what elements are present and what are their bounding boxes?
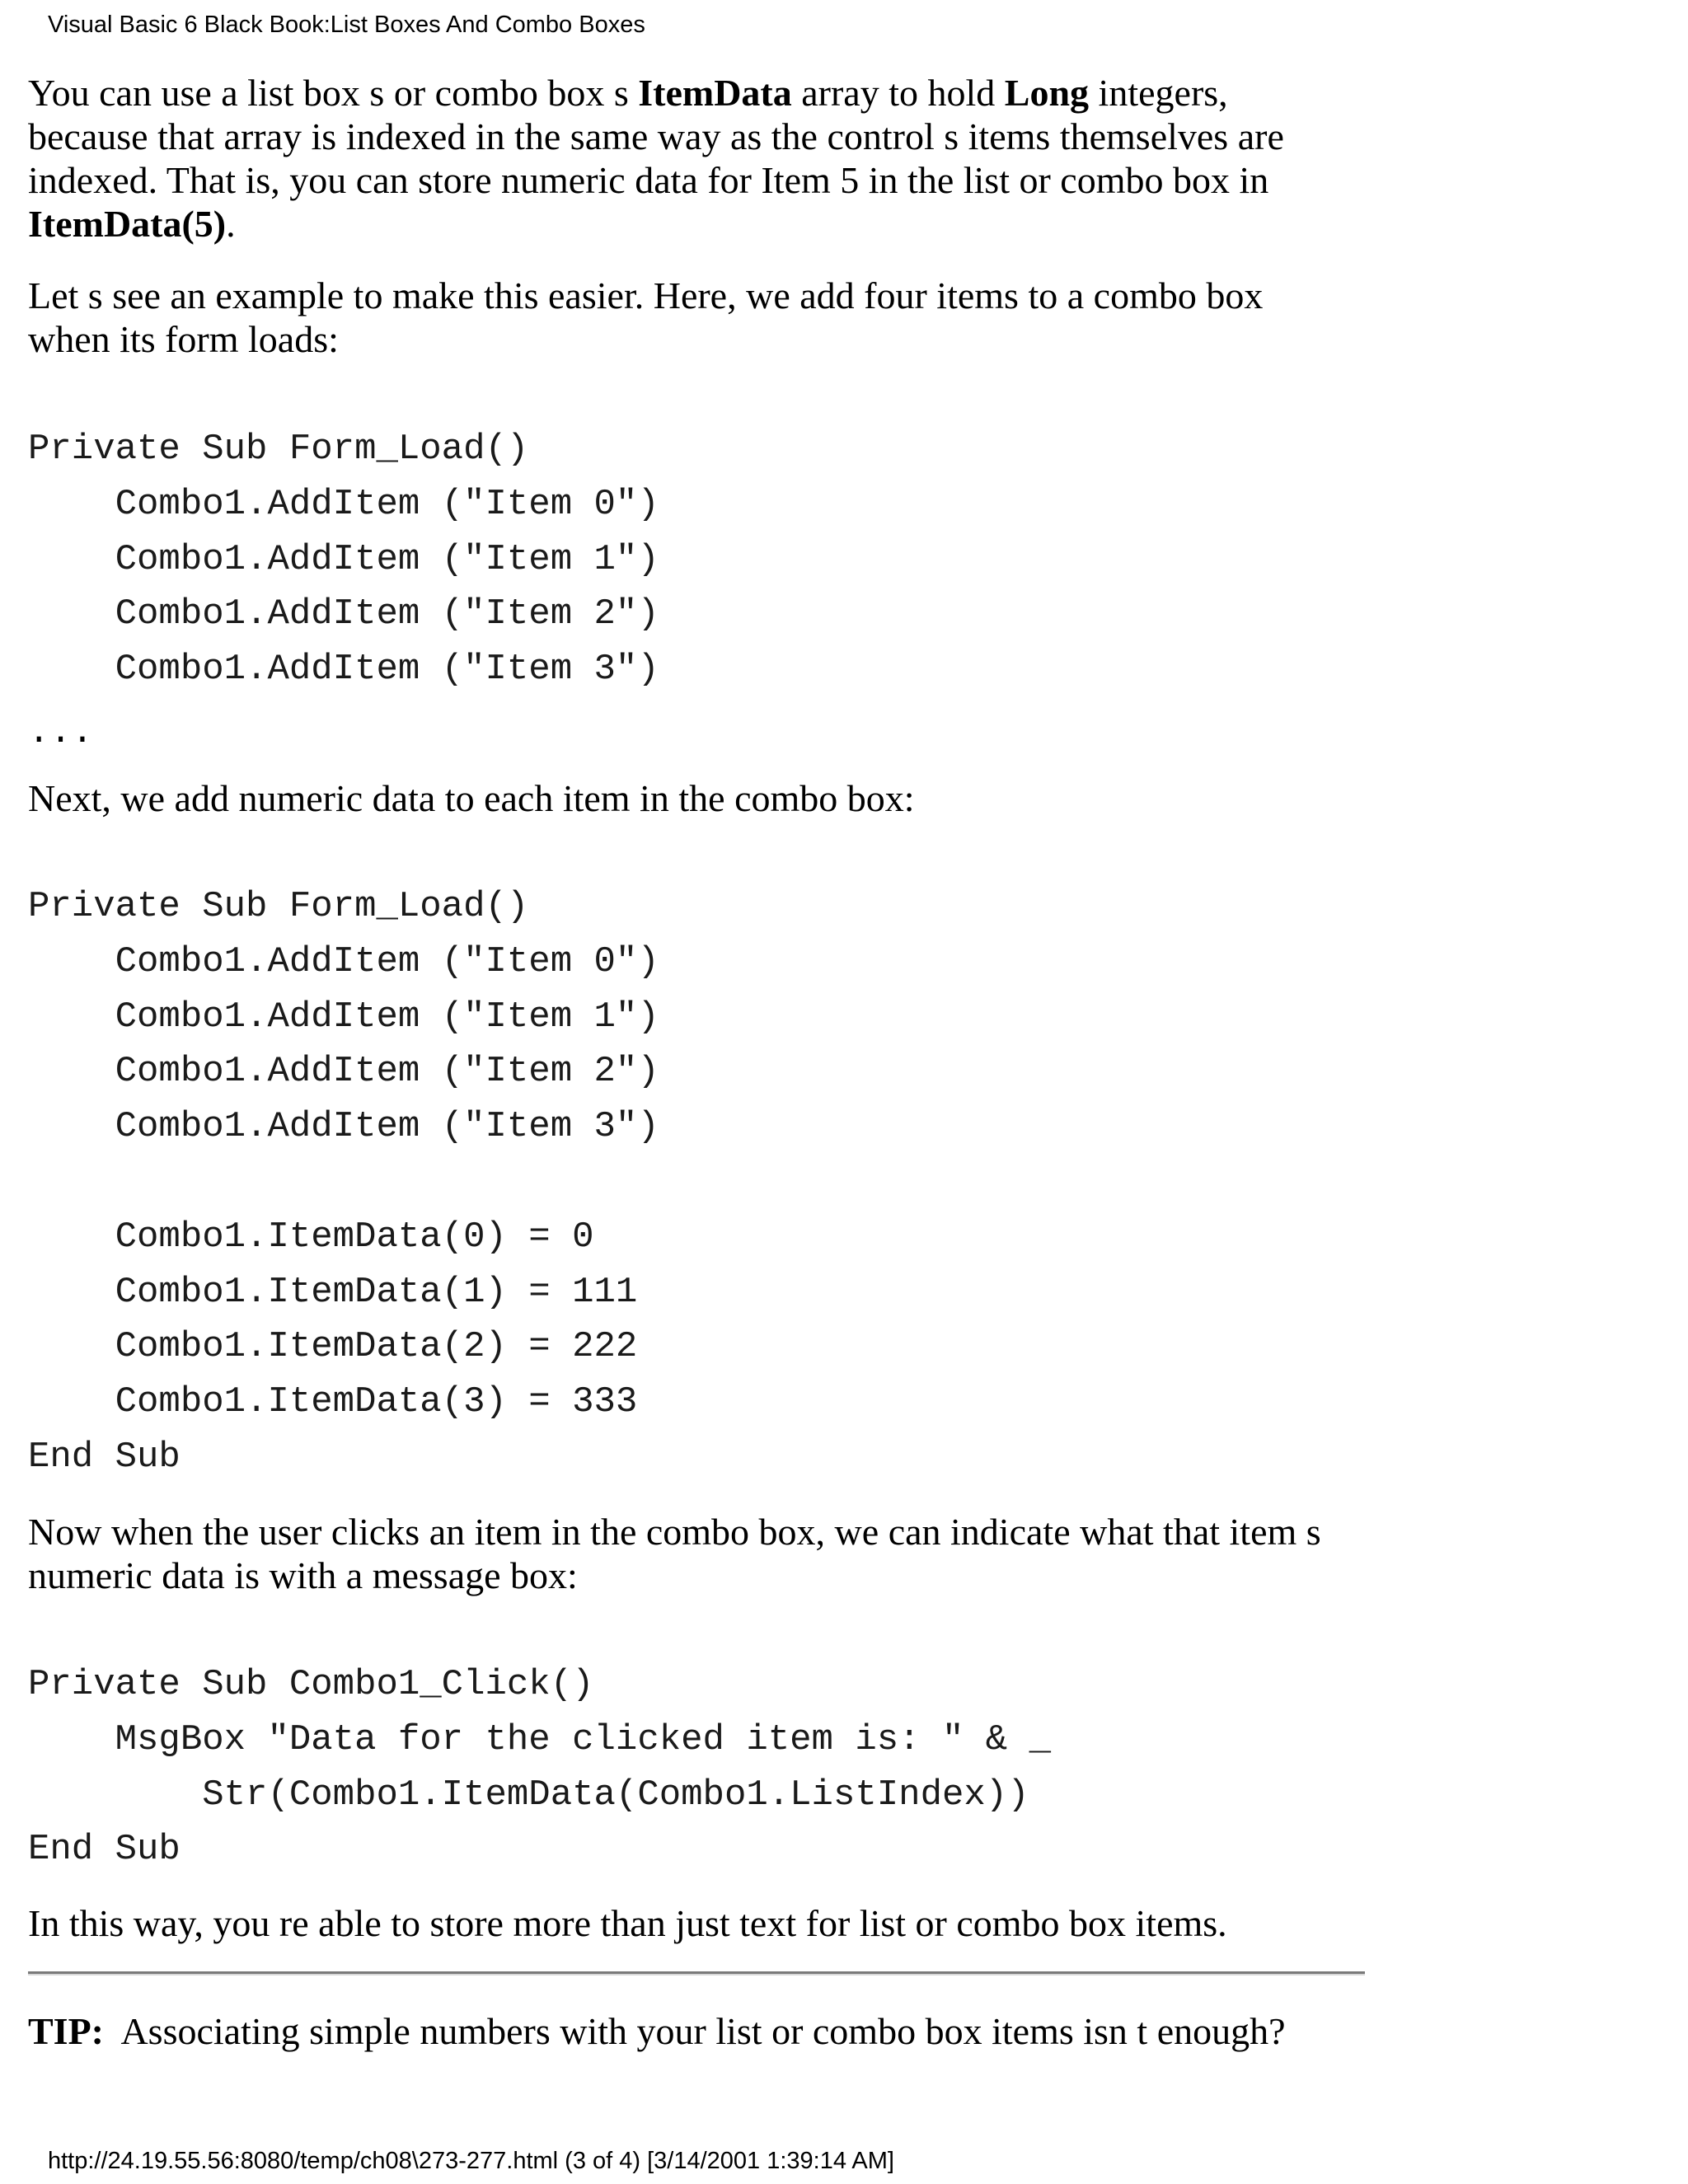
code-line: Combo1.AddItem ("Item 1") [28, 996, 659, 1038]
horizontal-divider [28, 1971, 1365, 1975]
page-footer-url: http://24.19.55.56:8080/temp/ch08\273-277.html (3 of 4) [3/14/2001 1:39:14 AM] [48, 2148, 894, 2174]
text-line [28, 202, 1380, 246]
text-run: array to hold [791, 72, 1005, 114]
code-line: Combo1.AddItem ("Item 2") [28, 593, 659, 635]
code-line: Combo1.ItemData(3) = 333 [28, 1381, 638, 1423]
code-line: Combo1.ItemData(2) = 222 [28, 1326, 638, 1368]
text-line: numeric data is with a message box: [28, 1554, 578, 1596]
text-line: Next, we add numeric data to each item in the combo box: [28, 777, 915, 819]
code-line: Combo1.AddItem ("Item 3") [28, 649, 659, 691]
code-block-form-load-itemdata [28, 879, 659, 1485]
code-block-combo-click [28, 1657, 1051, 1877]
code-line: Combo1.ItemData(1) = 111 [28, 1271, 638, 1313]
tip-label: TIP: [28, 2010, 104, 2052]
paragraph-add-numeric-data [28, 776, 1380, 820]
code-line: Private Sub Form_Load() [28, 886, 529, 927]
code-block-form-load [28, 422, 659, 697]
paragraph-click-message [28, 1510, 1380, 1597]
code-line: Combo1.AddItem ("Item 0") [28, 483, 659, 525]
bold-term: ItemData(5) [28, 203, 227, 245]
tip-text: Associating simple numbers with your list or combo box items isn t enough? [104, 2010, 1286, 2052]
code-line: Combo1.AddItem ("Item 1") [28, 538, 659, 580]
text-line: because that array is indexed in the same way as the control s items themselves are [28, 115, 1284, 157]
text-line: In this way, you re able to store more than just text for list or combo box items. [28, 1902, 1227, 1944]
code-line: Private Sub Combo1_Click() [28, 1664, 594, 1705]
code-line: Combo1.AddItem ("Item 3") [28, 1106, 659, 1148]
page-header: Visual Basic 6 Black Book:List Boxes And Combo Boxes [48, 12, 645, 38]
text-line: indexed. That is, you can store numeric data for Item 5 in the list or combo box in [28, 159, 1269, 201]
code-line: Private Sub Form_Load() [28, 429, 529, 470]
text-run: . [226, 203, 236, 245]
code-line: Str(Combo1.ItemData(Combo1.ListIndex)) [28, 1774, 1029, 1816]
code-line: Combo1.ItemData(0) = 0 [28, 1216, 594, 1258]
code-ellipsis: ... [28, 712, 94, 753]
text-run: You can use a list box s or combo box s [28, 72, 639, 114]
bold-term: Long [1004, 72, 1090, 114]
tip-line [28, 2009, 1286, 2053]
code-line: Combo1.AddItem ("Item 0") [28, 940, 659, 982]
paragraph-conclusion [28, 1901, 1380, 1945]
code-line [28, 1155, 659, 1210]
paragraph-example-intro [28, 274, 1380, 361]
code-line: Combo1.AddItem ("Item 2") [28, 1051, 659, 1093]
bold-term: ItemData [638, 72, 792, 114]
code-line: End Sub [28, 1436, 181, 1478]
text-run: integers, [1089, 72, 1228, 114]
code-line: MsgBox "Data for the clicked item is: " & _ [28, 1718, 1052, 1760]
paragraph-itemdata-intro [28, 71, 1380, 246]
text-line: Let s see an example to make this easier. Here, we add four items to a combo box [28, 274, 1264, 316]
text-line: when its form loads: [28, 318, 339, 360]
text-line: Now when the user clicks an item in the combo box, we can indicate what that item s [28, 1511, 1321, 1553]
code-line: End Sub [28, 1829, 181, 1871]
text-line [28, 71, 1380, 115]
